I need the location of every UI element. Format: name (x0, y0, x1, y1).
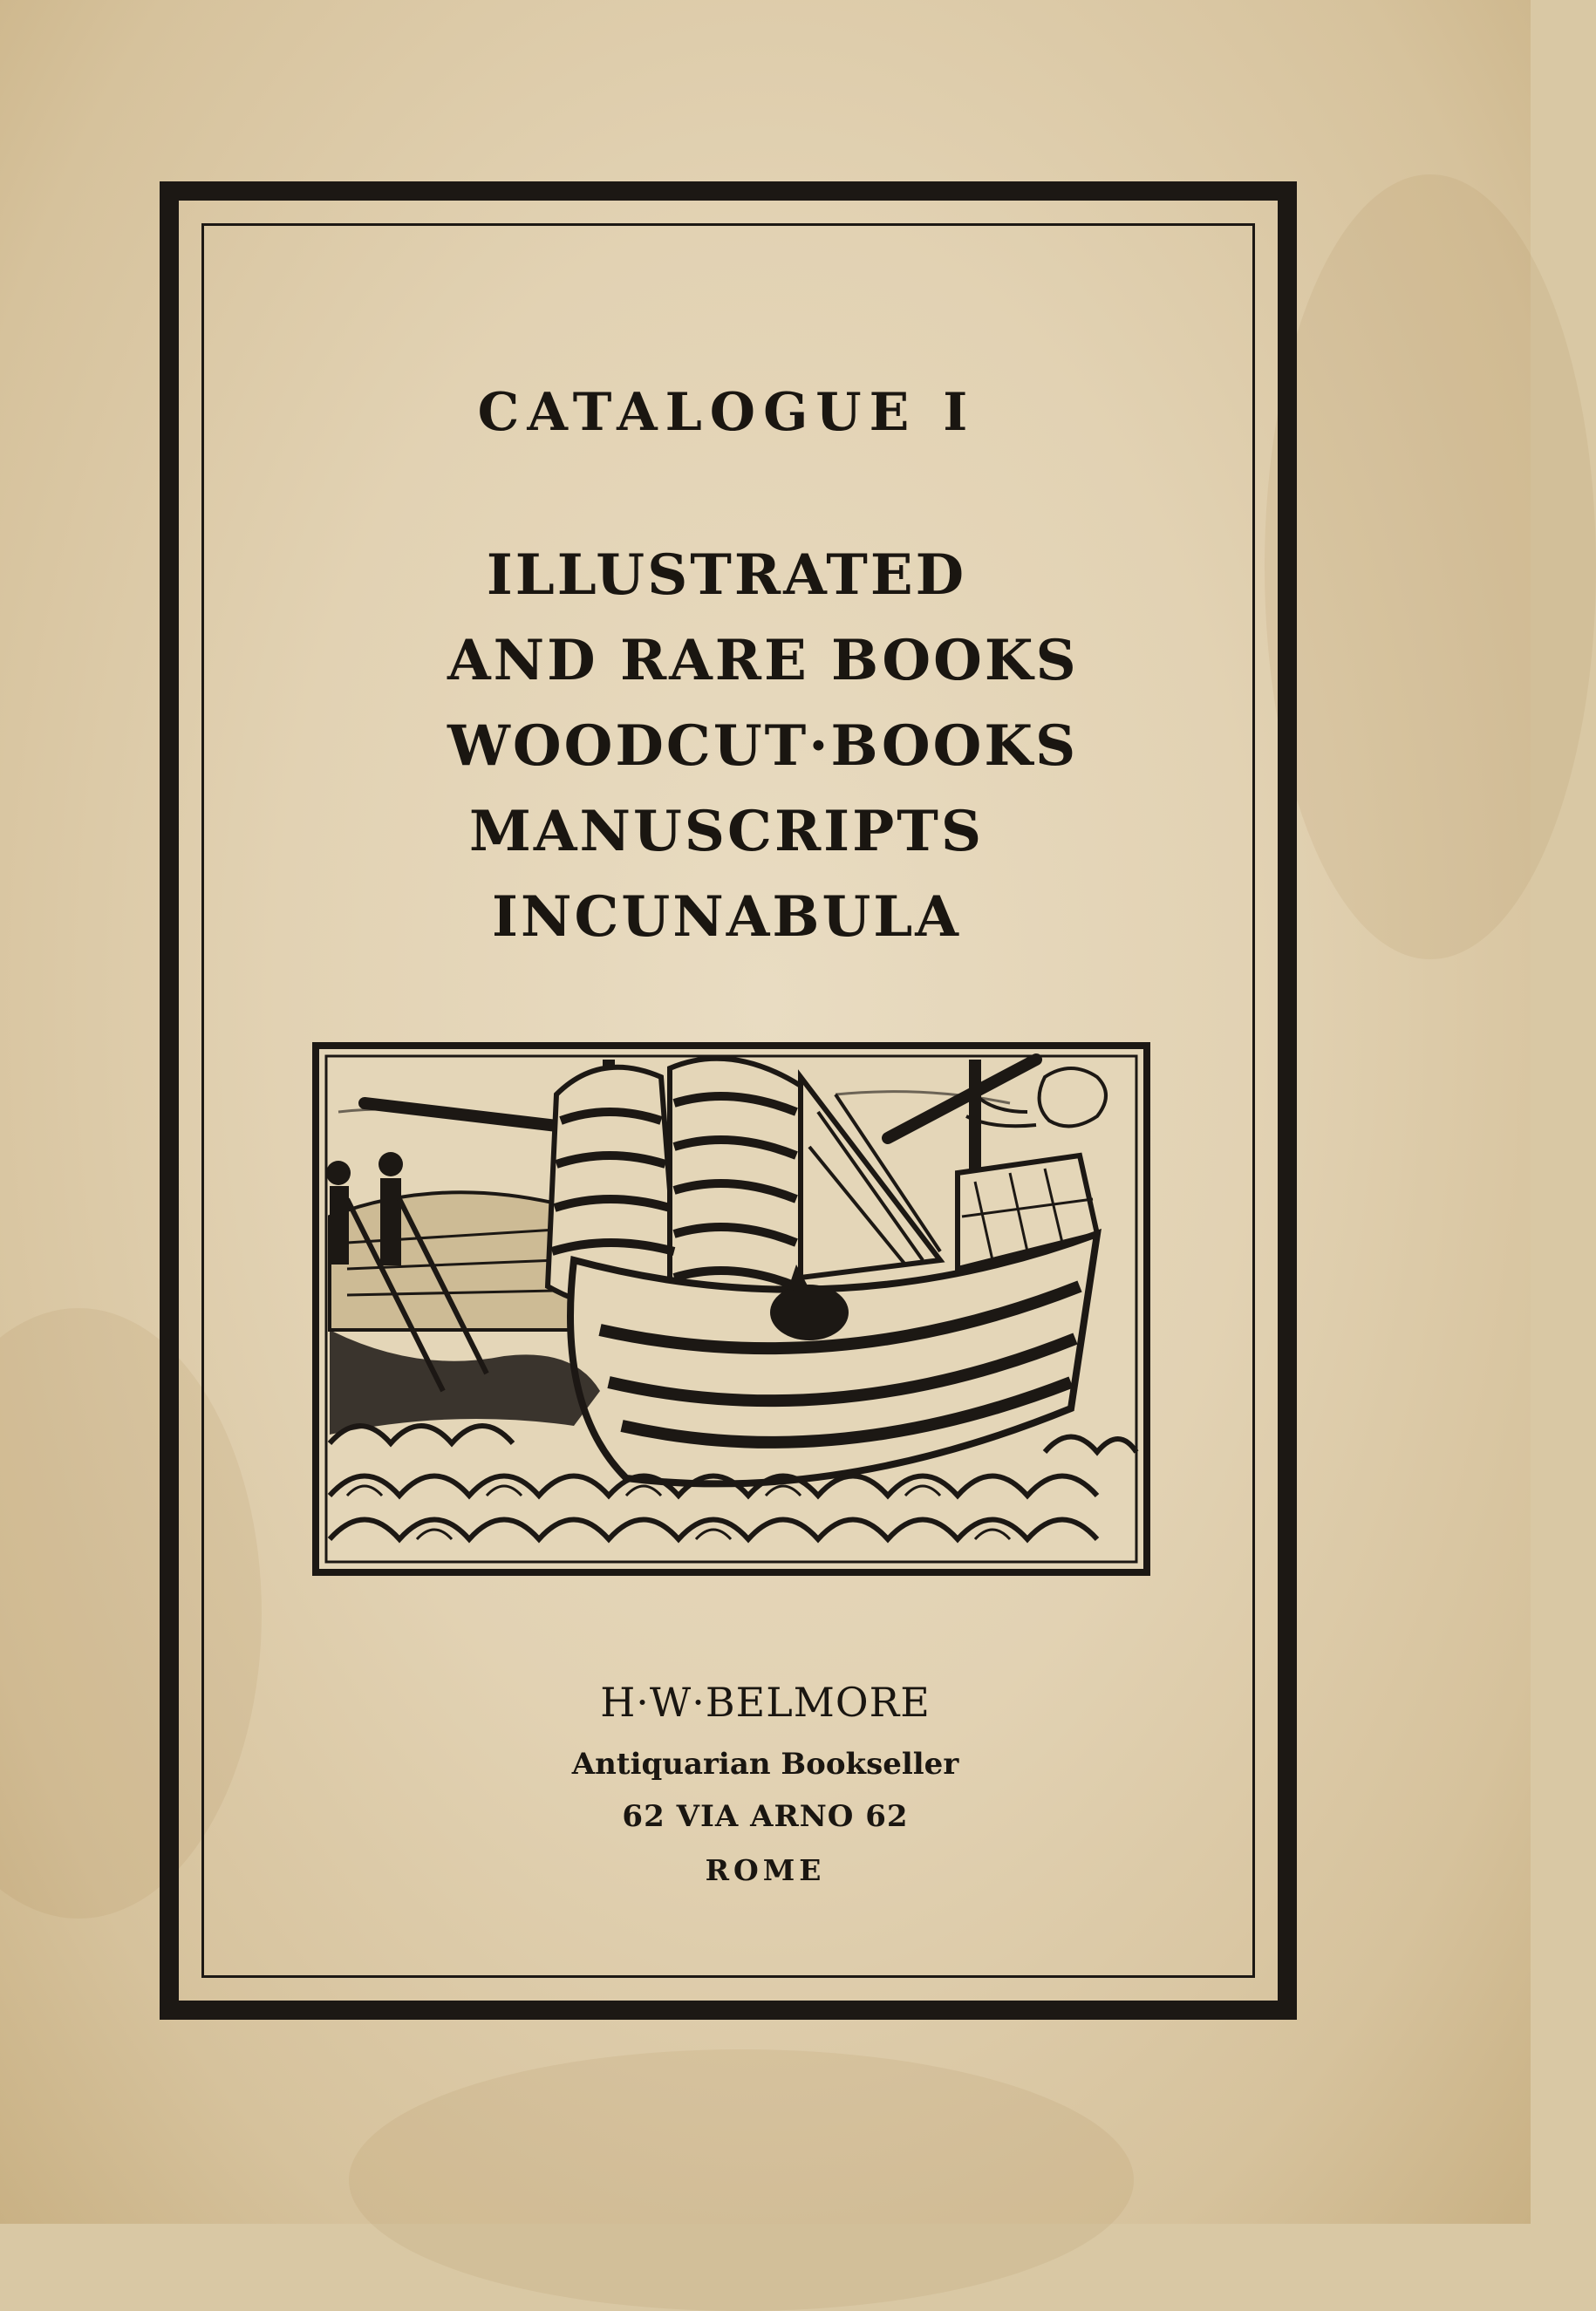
paper-stain (1265, 174, 1596, 959)
subject-line: WOODCUT·BOOKS (447, 713, 1079, 779)
publisher-address: 62 VIA ARNO 62 (622, 1799, 909, 1834)
subject-line: MANUSCRIPTS (468, 799, 985, 864)
publisher-name: H·W·BELMORE (600, 1679, 931, 1726)
publisher-role: Antiquarian Bookseller (571, 1747, 959, 1782)
subject-line: ILLUSTRATED (486, 542, 967, 608)
publisher-city: ROME (705, 1853, 826, 1887)
subject-line: INCUNABULA (492, 884, 961, 950)
woodcut-ship-icon (312, 1042, 1150, 1576)
subject-line: AND RARE BOOKS (447, 628, 1079, 693)
paper-stain (349, 2049, 1134, 2311)
catalogue-title: CATALOGUE I (477, 382, 976, 443)
